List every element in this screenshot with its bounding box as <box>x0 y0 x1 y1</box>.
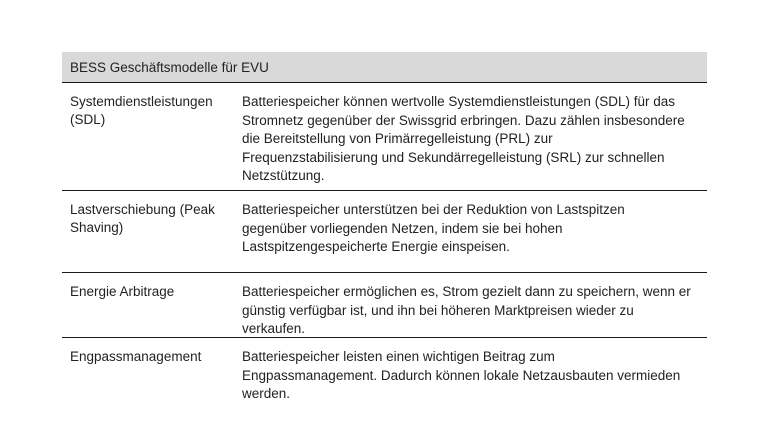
table-row-sdl <box>62 83 707 191</box>
table-row-arbitrage <box>62 273 707 338</box>
table-row-peak-shaving <box>62 191 707 273</box>
table-header: BESS Geschäftsmodelle für EVU <box>62 52 707 83</box>
row-term: Lastverschiebung (Peak Shaving) <box>70 202 215 235</box>
table-row-congestion <box>62 338 707 408</box>
business-models-table <box>62 52 707 408</box>
row-description: Batteriespeicher ermöglichen es, Strom gezielt dann zu speichern, wenn er günstig verfügbar ist, und ihn bei höheren Marktpreisen wieder zu verkaufen. <box>242 284 691 337</box>
row-term: Systemdienstleistungen (SDL) <box>70 94 213 127</box>
row-term: Energie Arbitrage <box>70 284 175 299</box>
row-description: Batteriespeicher können wertvolle Systemdienstleistungen (SDL) für das Stromnetz gegenüber der Swissgrid erbringen. Dazu zählen insbesondere die Bereitstellung von Primärregelleistung (PRL) zur Frequenzstabilisierung und Sekundärregelleistung (SRL) zur schnellen Netzstützung. <box>242 94 685 184</box>
row-term: Engpassmanagement <box>70 349 202 364</box>
row-description: Batteriespeicher unterstützen bei der Reduktion von Lastspitzen gegenüber vorliegenden Netzen, indem sie bei hohen Lastspitzengespeicherte Energie einspeisen. <box>242 202 625 255</box>
row-description: Batteriespeicher leisten einen wichtigen Beitrag zum Engpassmanagement. Dadurch können lokale Netzausbauten vermieden werden. <box>242 349 681 402</box>
